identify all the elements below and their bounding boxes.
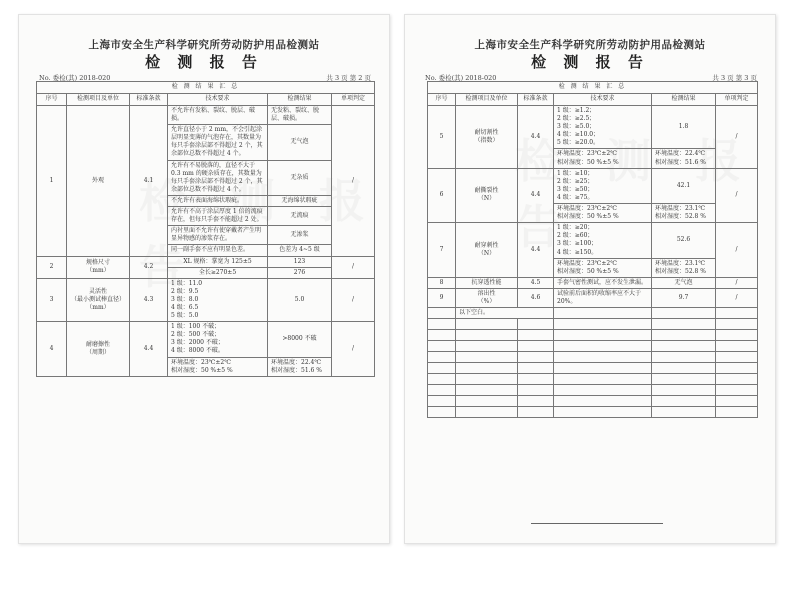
- result: 无杂质: [268, 160, 332, 195]
- empty-cell: [456, 396, 518, 407]
- empty-cell: [554, 319, 652, 330]
- environment-requirement: 环境温度：23℃±2℃ 相对湿度：50 %±5 %: [554, 149, 652, 168]
- empty-cell: [554, 352, 652, 363]
- col-header: 单项判定: [716, 94, 758, 106]
- empty-cell: [716, 396, 758, 407]
- empty-cell: [456, 341, 518, 352]
- section-title: 检 测 结 果 汇 总: [37, 82, 375, 94]
- standard-clause: 4.6: [518, 288, 554, 307]
- standard-clause: 4.3: [130, 278, 168, 321]
- empty-cell: [554, 407, 652, 418]
- result: 5.0: [268, 278, 332, 321]
- results-table: [427, 81, 758, 418]
- empty-cell: [518, 341, 554, 352]
- empty-cell: [518, 385, 554, 396]
- test-item: 溶出性 （%）: [456, 288, 518, 307]
- environment-requirement: 环境温度：23℃±2℃ 相对湿度：50 %±5 %: [168, 357, 268, 376]
- empty-cell: [428, 319, 456, 330]
- col-header: 序号: [37, 94, 67, 106]
- requirement: 试验前后面积的收缩率应不大于 20%。: [554, 288, 652, 307]
- blank-note: 以下空白。: [456, 308, 554, 319]
- empty-cell: [652, 396, 716, 407]
- test-item: 耐磨擦性 （周期）: [67, 322, 130, 377]
- row-number: 4: [37, 322, 67, 377]
- col-header: 标准条款: [518, 94, 554, 106]
- col-header: 检测结果: [268, 94, 332, 106]
- table-row: [428, 223, 758, 258]
- report-page-3: [404, 14, 776, 544]
- result: 无气泡: [268, 125, 332, 160]
- report-title: 检 测 报 告: [145, 53, 263, 71]
- table-row: [37, 106, 375, 125]
- report-page-2: [18, 14, 390, 544]
- verdict: /: [716, 168, 758, 223]
- empty-cell: [456, 352, 518, 363]
- empty-cell: [652, 407, 716, 418]
- empty-cell: [428, 341, 456, 352]
- empty-cell: [428, 374, 456, 385]
- test-item: 抗穿透性能: [456, 277, 518, 288]
- environment-requirement: 环境温度：23℃±2℃ 相对湿度：50 %±5 %: [554, 204, 652, 223]
- empty-cell: [456, 374, 518, 385]
- result: 无渗浆: [268, 226, 332, 245]
- empty-cell: [428, 385, 456, 396]
- result: 52.6: [652, 223, 716, 258]
- empty-cell: [554, 363, 652, 374]
- empty-cell: [554, 396, 652, 407]
- requirement: 1 级：≥20； 2 级：≥60； 3 级：≥100； 4 级：≥150。: [554, 223, 652, 258]
- standard-clause: 4.4: [518, 106, 554, 169]
- empty-cell: [518, 352, 554, 363]
- row-number: 2: [37, 256, 67, 278]
- empty-cell: [554, 385, 652, 396]
- environment-requirement: 环境温度：23℃±2℃ 相对湿度：50 %±5 %: [554, 258, 652, 277]
- row-number: 5: [428, 106, 456, 169]
- empty-cell: [716, 374, 758, 385]
- row-number: 6: [428, 168, 456, 223]
- report-number: No. 委检(其) 2018-020: [425, 74, 497, 82]
- col-header: 标准条款: [130, 94, 168, 106]
- blank-row: [428, 330, 758, 341]
- table-row: [37, 322, 375, 357]
- test-item: 规格尺寸 （mm）: [67, 256, 130, 278]
- requirement: XL 规格：掌宽为 125±5: [168, 256, 268, 267]
- row-number: 1: [37, 106, 67, 257]
- empty-cell: [518, 319, 554, 330]
- empty-cell: [554, 330, 652, 341]
- requirement: 全长≥270±5: [168, 267, 268, 278]
- section-title: 检 测 结 果 汇 总: [428, 82, 758, 94]
- verdict: /: [716, 288, 758, 307]
- standard-clause: 4.2: [130, 256, 168, 278]
- environment-result: 环境温度：23.1℃ 相对湿度：52.8 %: [652, 204, 716, 223]
- standard-clause: 4.4: [518, 168, 554, 223]
- blank-row: [428, 341, 758, 352]
- empty-cell: [428, 352, 456, 363]
- empty-cell: [456, 385, 518, 396]
- empty-cell: [652, 319, 716, 330]
- row-number: 8: [428, 277, 456, 288]
- environment-result: 环境温度：22.4℃ 相对湿度：51.6 %: [268, 357, 332, 376]
- test-item: 耐穿刺性 （N）: [456, 223, 518, 278]
- empty-cell: [652, 363, 716, 374]
- requirement: 不允许有表面海绵状瑕疵。: [168, 195, 268, 206]
- test-item: 耐切割性 （指数）: [456, 106, 518, 169]
- blank-row: [428, 385, 758, 396]
- empty-cell: [456, 319, 518, 330]
- row-number: 7: [428, 223, 456, 278]
- result: 无气泡: [652, 277, 716, 288]
- col-header: 序号: [428, 94, 456, 106]
- table-row: [428, 106, 758, 149]
- table-row: [428, 277, 758, 288]
- blank-row: [428, 319, 758, 330]
- blank-row: [428, 407, 758, 418]
- organization-name: 上海市安全生产科学研究所劳动防护用品检测站: [88, 39, 320, 51]
- empty-cell: [518, 374, 554, 385]
- empty-cell: [428, 330, 456, 341]
- blank-rows: [428, 319, 758, 418]
- empty-cell: [518, 407, 554, 418]
- test-item: 灵活性 （最小测试棒直径） （mm）: [67, 278, 130, 321]
- verdict: /: [716, 106, 758, 169]
- report-title: 检 测 报 告: [531, 53, 649, 71]
- environment-result: 环境温度：23.1℃ 相对湿度：52.8 %: [652, 258, 716, 277]
- empty-cell: [716, 341, 758, 352]
- verdict: /: [716, 223, 758, 278]
- verdict: /: [332, 256, 375, 278]
- result: 9.7: [652, 288, 716, 307]
- blank-row: [428, 363, 758, 374]
- page-info: 共 3 页 第 3 页: [712, 74, 757, 82]
- empty-cell: [652, 341, 716, 352]
- requirement: 同一副手套不应有明显色差。: [168, 245, 268, 256]
- col-header: 技术要求: [554, 94, 652, 106]
- empty-cell: [652, 385, 716, 396]
- blank-row: [428, 374, 758, 385]
- empty-cell: [652, 330, 716, 341]
- empty-cell: [518, 330, 554, 341]
- report-number: No. 委检(其) 2018-020: [39, 74, 111, 82]
- empty-cell: [456, 330, 518, 341]
- empty-cell: [554, 308, 652, 319]
- environment-result: 环境温度：22.4℃ 相对湿度：51.6 %: [652, 149, 716, 168]
- verdict: /: [332, 322, 375, 377]
- result: 色差为 4~5 级: [268, 245, 332, 256]
- col-header: 单项判定: [332, 94, 375, 106]
- empty-cell: [554, 374, 652, 385]
- result: 123: [268, 256, 332, 267]
- empty-cell: [518, 396, 554, 407]
- empty-cell: [716, 407, 758, 418]
- empty-cell: [652, 308, 716, 319]
- empty-cell: [428, 363, 456, 374]
- result: >8000 不破: [268, 322, 332, 357]
- standard-clause: 4.1: [130, 106, 168, 257]
- table-row: [37, 256, 375, 267]
- standard-clause: 4.4: [130, 322, 168, 377]
- result: 1.8: [652, 106, 716, 149]
- table-row: [37, 278, 375, 321]
- result: 42.1: [652, 168, 716, 203]
- verdict: /: [716, 277, 758, 288]
- col-header: 技术要求: [168, 94, 268, 106]
- col-header: 检测项目及单位: [67, 94, 130, 106]
- verdict: /: [332, 106, 375, 257]
- empty-cell: [428, 308, 456, 319]
- empty-cell: [652, 352, 716, 363]
- requirement: 1 级：11.0 2 级：9.5 3 级：8.0 4 级：6.5 5 级：5.0: [168, 278, 268, 321]
- blank-row: [428, 396, 758, 407]
- empty-cell: [456, 363, 518, 374]
- test-item: 耐撕裂性 （N）: [456, 168, 518, 223]
- empty-cell: [716, 352, 758, 363]
- table-row: [428, 168, 758, 203]
- standard-clause: 4.5: [518, 277, 554, 288]
- result: 无流痕: [268, 207, 332, 226]
- requirement: 内衬里面不允许有使穿戴者产生明显异物感的渗浆存在。: [168, 226, 268, 245]
- result: 无海绵状瑕疵: [268, 195, 332, 206]
- empty-cell: [652, 374, 716, 385]
- blank-row: [428, 352, 758, 363]
- requirement: 1 级：100 不破； 2 级：500 不破； 3 级：2000 不破； 4 级：8000 不破。: [168, 322, 268, 357]
- requirement: 允许有不易脱落的，直径不大于 0.3 mm 的硬杂质存在，其数量为每只手套涂层部不得超过 2 个，其余部位总数不得超过 4 个。: [168, 160, 268, 195]
- requirement: 允许有不高于涂层厚度 1 倍的流痕存在，但每只手套不能超过 2 处。: [168, 207, 268, 226]
- empty-cell: [716, 330, 758, 341]
- verdict: /: [332, 278, 375, 321]
- empty-cell: [428, 407, 456, 418]
- organization-name: 上海市安全生产科学研究所劳动防护用品检测站: [474, 39, 706, 51]
- requirement: 不允许有发粘、裂纹、脱层、破损。: [168, 106, 268, 125]
- table-row: [428, 288, 758, 307]
- empty-cell: [554, 341, 652, 352]
- empty-cell: [518, 363, 554, 374]
- empty-cell: [716, 363, 758, 374]
- result: 无发粘、裂纹、脱层、破损。: [268, 106, 332, 125]
- col-header: 检测项目及单位: [456, 94, 518, 106]
- requirement: 手套气密性测试，应不发生泄漏。: [554, 277, 652, 288]
- standard-clause: 4.4: [518, 223, 554, 278]
- requirement: 1 级：≥10； 2 级：≥25； 3 级：≥50； 4 级：≥75。: [554, 168, 652, 203]
- result: 276: [268, 267, 332, 278]
- requirement: 1 级：≥1.2； 2 级：≥2.5； 3 级：≥5.0； 4 级：≥10.0； 5 级：≥20.0。: [554, 106, 652, 149]
- col-header: 检测结果: [652, 94, 716, 106]
- row-number: 9: [428, 288, 456, 307]
- table-row: [428, 308, 758, 319]
- empty-cell: [716, 319, 758, 330]
- results-table: [36, 81, 375, 377]
- empty-cell: [716, 308, 758, 319]
- row-number: 3: [37, 278, 67, 321]
- empty-cell: [428, 396, 456, 407]
- end-line: [531, 523, 663, 524]
- test-item: 外观: [67, 106, 130, 257]
- empty-cell: [716, 385, 758, 396]
- page-info: 共 3 页 第 2 页: [326, 74, 371, 82]
- empty-cell: [456, 407, 518, 418]
- requirement: 允许直径小于 2 mm，不会引起涂层明显变薄的气泡存在，其数量为每只手套涂层部不得超过 2 个，其余部位总数不得超过 4 个。: [168, 125, 268, 160]
